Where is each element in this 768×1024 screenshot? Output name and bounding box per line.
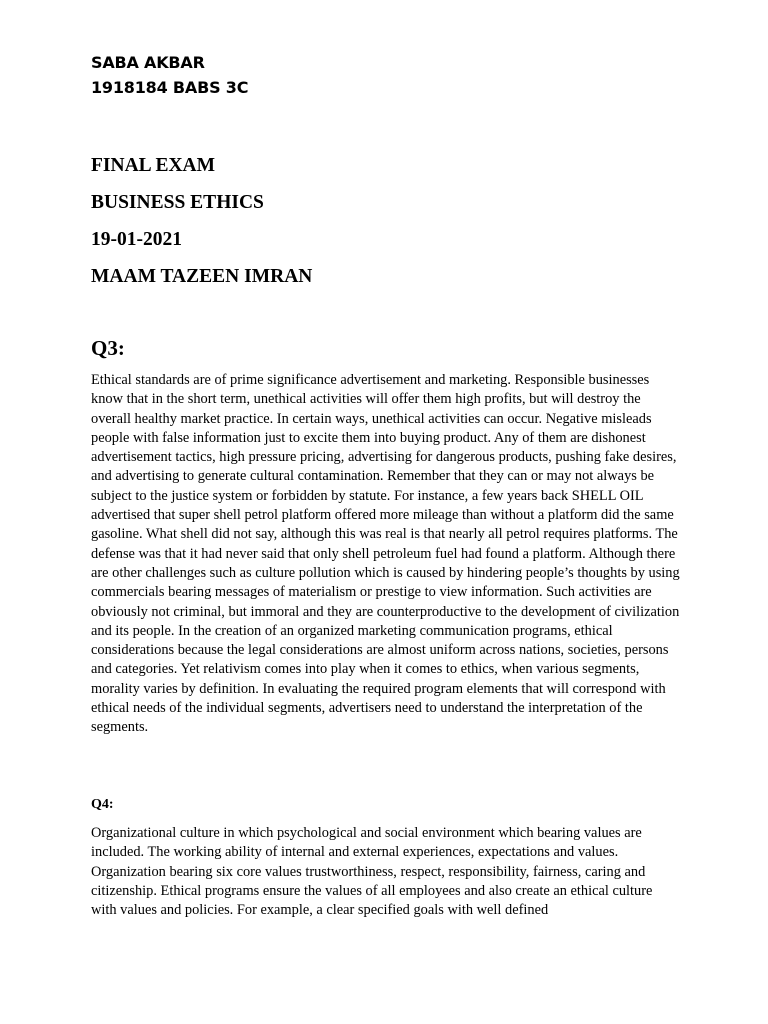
q4-heading: Q4: <box>91 797 114 812</box>
student-name: SABA AKBAR <box>91 53 205 72</box>
exam-title: FINAL EXAM <box>91 155 216 176</box>
student-id-class: 1918184 BABS 3C <box>91 78 249 97</box>
exam-date: 19-01-2021 <box>91 229 182 250</box>
student-info <box>91 50 248 100</box>
exam-teacher: MAAM TAZEEN IMRAN <box>91 266 313 287</box>
q3-heading: Q3: <box>91 336 125 360</box>
q3-answer: Ethical standards are of prime significance advertisement and marketing. Responsible businesses know that in the short term, unethical activities will offer them high profits, but will destroy the overall healthy market practice. In certain ways, unethical activities can occur. Negative misleads people with false information just to excite them into buying product. Any of them are dishonest advertisement tactics, high pressure pricing, advertising for dangerous products, pushing fake desires, and advertising to generate cultural contamination. Remember that they can or may not always be subject to the justice system or forbidden by statute. For instance, a few years back SHELL OIL advertised that super shell petrol platform offered more mileage than without a platform did the same gasoline. What shell did not say, although this was real is that nearly all petrol requires platforms. The defense was that it had never said that only shell petroleum fuel had found a platform. Although there are other challenges such as culture pollution which is caused by hindering people’s thoughts by using commercials bearing messages of materialism or prestige to view information. Such activities are obviously not criminal, but immoral and they are counterproductive to the development of civilization and its people. In the creation of an organized marketing communication programs, ethical considerations because the legal considerations are almost uniform across nations, societies, persons and categories. Yet relativism comes into play when it comes to ethics, when various segments, morality varies by definition. In evaluating the required program elements that will correspond with ethical needs of the individual segments, advertisers need to understand the interpretation of the segments. <box>91 372 680 736</box>
q4-answer: Organizational culture in which psychological and social environment which bearing values are included. The working ability of internal and external experiences, expectations and values. Organization bearing six core values trustworthiness, respect, responsibility, fairness, caring and citizenship. Ethical programs ensure the values of all employees and also create an ethical culture with values and policies. For example, a clear specified goals with well defined <box>91 825 653 919</box>
exam-subject: BUSINESS ETHICS <box>91 192 264 213</box>
exam-info <box>91 153 312 301</box>
